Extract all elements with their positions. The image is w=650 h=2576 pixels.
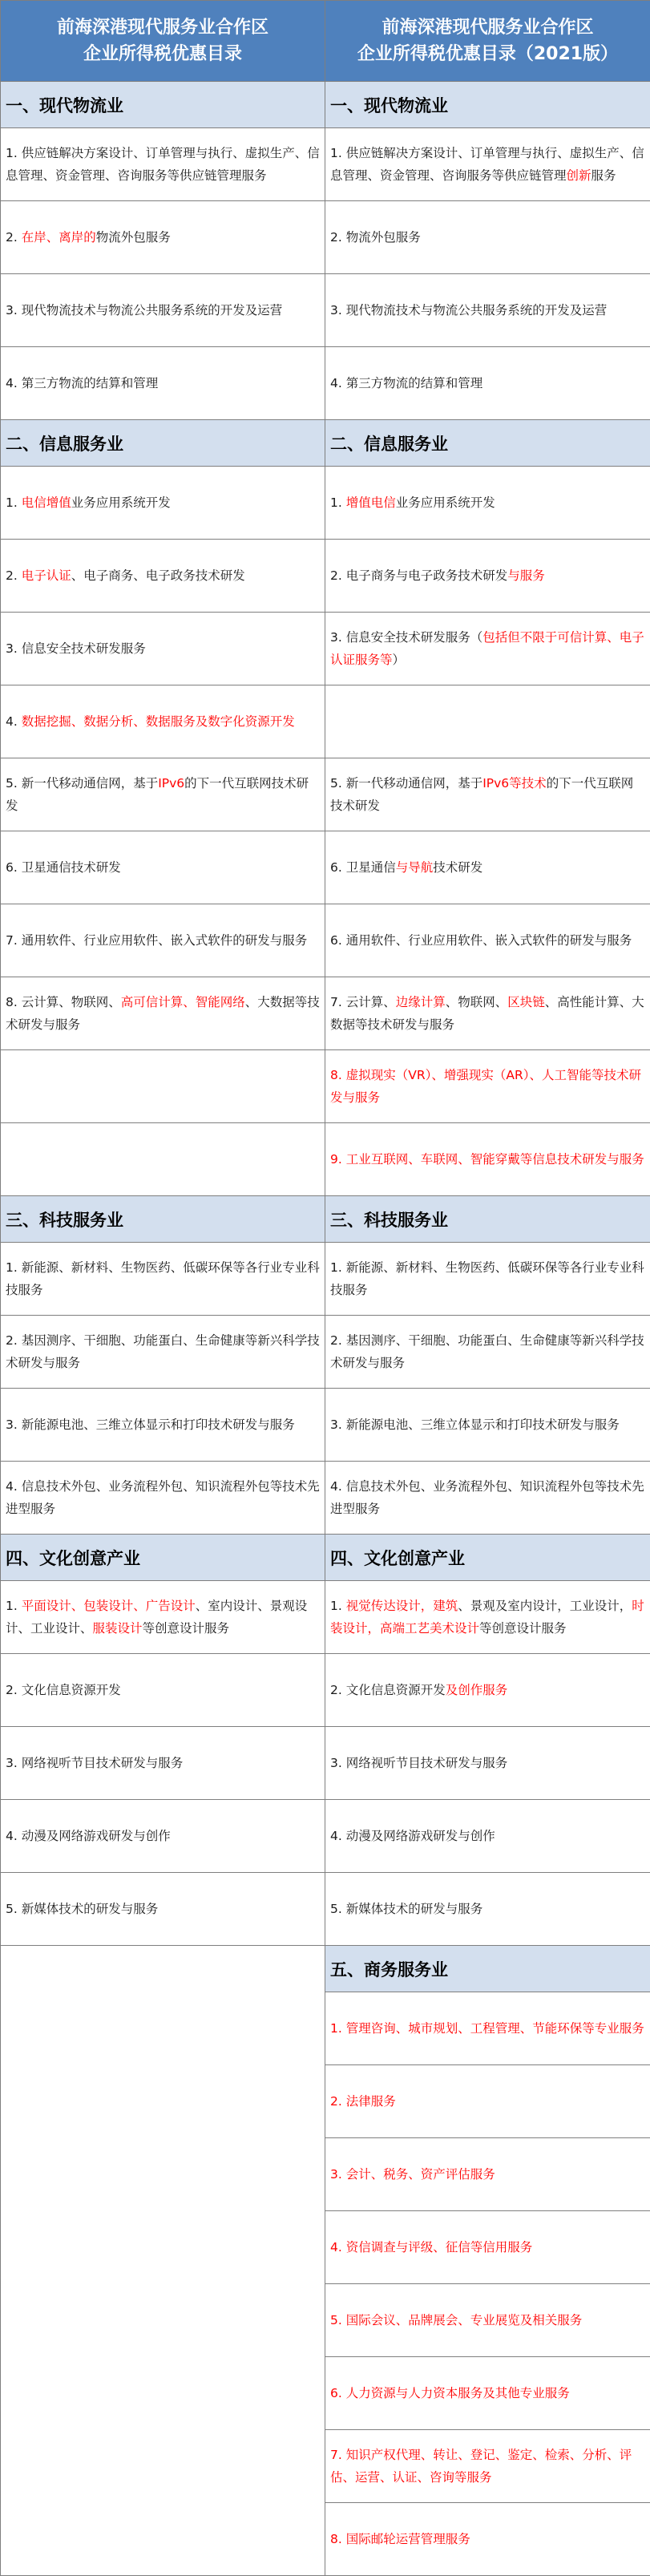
- item-text-changed: 等技术: [509, 776, 547, 791]
- header-left: [1, 1, 325, 82]
- old-item: [1, 347, 325, 420]
- item-text: 的下一代互联网技术研发: [6, 776, 309, 813]
- new-item: [325, 1050, 650, 1123]
- new-item: [325, 2430, 650, 2503]
- old-section-empty: [1, 1946, 325, 2576]
- old-item: [1, 1316, 325, 1389]
- old-item: [1, 685, 325, 758]
- table-row: [1, 1462, 650, 1535]
- item-text: 4. 信息技术外包、业务流程外包、知识流程外包等技术先进型服务: [330, 1479, 644, 1516]
- item-text: 4. 动漫及网络游戏研发与创作: [6, 1829, 171, 1843]
- section-title-right: 二、信息服务业: [325, 420, 650, 467]
- old-item: [1, 1581, 325, 1654]
- section-row: [1, 1535, 650, 1581]
- item-text: 4. 第三方物流的结算和管理: [330, 376, 482, 390]
- item-text: 7. 云计算、: [330, 995, 396, 1009]
- new-item: [325, 128, 650, 201]
- item-text: 3. 现代物流技术与物流公共服务系统的开发及运营: [330, 303, 607, 317]
- item-text-changed: 及创作服务: [446, 1683, 508, 1697]
- section-row: [1, 1946, 650, 1992]
- item-text: 2. 文化信息资源开发: [6, 1683, 121, 1697]
- item-text-changed: IPv6: [158, 776, 184, 791]
- section-title-right: 五、商务服务业: [325, 1946, 650, 1992]
- item-text: 5. 新媒体技术的研发与服务: [6, 1902, 158, 1916]
- section-title-right: 四、文化创意产业: [325, 1535, 650, 1581]
- table-row: [1, 1654, 650, 1727]
- item-text: 5. 新一代移动通信网，基于: [330, 776, 482, 791]
- table-row: [1, 1243, 650, 1316]
- table-row: [1, 758, 650, 831]
- item-text: 、电子商务、电子政务技术研发: [71, 568, 245, 583]
- item-text: 、景观及室内设计，工业设计，: [458, 1599, 632, 1613]
- item-text: 、大数据等技术研发与服务: [6, 995, 320, 1032]
- old-item: [1, 467, 325, 540]
- table-row: [1, 201, 650, 274]
- old-item: [1, 1727, 325, 1800]
- section-title-left: 一、现代物流业: [1, 82, 325, 128]
- item-text: 6. 通用软件、行业应用软件、嵌入式软件的研发与服务: [330, 933, 632, 948]
- new-item: [325, 613, 650, 685]
- old-item-empty: [1, 1050, 325, 1123]
- item-text-changed: 平面设计、包装设计、广告设计: [22, 1599, 196, 1613]
- item-text: 技术研发: [433, 860, 482, 875]
- table-row: [1, 1727, 650, 1800]
- item-text: 2.: [6, 230, 22, 245]
- new-item: [325, 2211, 650, 2284]
- item-text: 1. 供应链解决方案设计、订单管理与执行、虚拟生产、信息管理、资金管理、咨询服务等供应链管理服务: [6, 146, 320, 183]
- item-text-changed: 8. 虚拟现实（VR）、增强现实（AR）、人工智能等技术研发与服务: [330, 1068, 641, 1105]
- item-text-changed: 1. 管理咨询、城市规划、工程管理、节能环保等专业服务: [330, 2021, 644, 2036]
- item-text-changed: 4. 资信调查与评级、征信等信用服务: [330, 2240, 532, 2255]
- old-item: [1, 977, 325, 1050]
- table-row: [1, 467, 650, 540]
- item-text: 物流外包服务: [96, 230, 171, 245]
- item-text-changed: 电信增值: [22, 495, 71, 510]
- old-item: [1, 1389, 325, 1462]
- table-row: [1, 685, 650, 758]
- item-text-changed: 电子认证: [22, 568, 71, 583]
- old-item: [1, 274, 325, 347]
- item-text: 2. 物流外包服务: [330, 230, 421, 245]
- item-text: 4. 信息技术外包、业务流程外包、知识流程外包等技术先进型服务: [6, 1479, 320, 1516]
- header-right-line1: 前海深港现代服务业合作区: [325, 14, 650, 41]
- item-text-changed: 9. 工业互联网、车联网、智能穿戴等信息技术研发与服务: [330, 1152, 644, 1167]
- item-text: 1.: [6, 495, 22, 510]
- new-item: [325, 1727, 650, 1800]
- item-text: 1.: [330, 495, 346, 510]
- section-row: [1, 420, 650, 467]
- item-text: 、物联网、: [446, 995, 508, 1009]
- item-text: 1.: [6, 1599, 22, 1613]
- table-row: [1, 1316, 650, 1389]
- old-item: [1, 540, 325, 613]
- new-item: [325, 831, 650, 904]
- table-row: [1, 1873, 650, 1946]
- old-item: [1, 758, 325, 831]
- old-item: [1, 1800, 325, 1873]
- old-item: [1, 1243, 325, 1316]
- item-text-changed: 与服务: [507, 568, 545, 583]
- item-text: 2. 电子商务与电子政务技术研发: [330, 568, 507, 583]
- item-text-changed: IPv6: [482, 776, 509, 791]
- table-row: [1, 1050, 650, 1123]
- item-text: 3. 信息安全技术研发服务（: [330, 630, 482, 645]
- new-item: [325, 274, 650, 347]
- item-text: 业务应用系统开发: [396, 495, 495, 510]
- new-item: [325, 1800, 650, 1873]
- item-text-changed: 与导航: [396, 860, 434, 875]
- item-text: 1. 新能源、新材料、生物医药、低碳环保等各行业专业科技服务: [330, 1260, 644, 1297]
- item-text: 1. 供应链解决方案设计、订单管理与执行、虚拟生产、信息管理、资金管理、咨询服务等供应链管理: [330, 146, 644, 183]
- header-left-line1: 前海深港现代服务业合作区: [1, 14, 325, 41]
- item-text-changed: 区块链: [507, 995, 545, 1009]
- item-text: 3. 网络视听节目技术研发与服务: [6, 1756, 183, 1770]
- section-row: [1, 1196, 650, 1243]
- table-row: [1, 274, 650, 347]
- header-right: [325, 1, 650, 82]
- new-item: [325, 1462, 650, 1535]
- section-title-right: 一、现代物流业: [325, 82, 650, 128]
- item-text: 2.: [6, 568, 22, 583]
- new-item: [325, 1243, 650, 1316]
- new-item: [325, 1123, 650, 1196]
- item-text-changed: 在岸、离岸的: [22, 230, 96, 245]
- item-text-changed: 包括但不限于可信计算、电子认证服务等: [330, 630, 644, 667]
- table-row: [1, 128, 650, 201]
- section-title-left: 四、文化创意产业: [1, 1535, 325, 1581]
- new-item: [325, 347, 650, 420]
- old-item: [1, 904, 325, 977]
- header-row: [1, 1, 650, 82]
- old-item: [1, 1462, 325, 1535]
- item-text-changed: 8. 国际邮轮运营管理服务: [330, 2532, 470, 2546]
- new-item: [325, 540, 650, 613]
- item-text: 、室内设计、景观设计、工业设计、: [6, 1599, 307, 1636]
- new-item: [325, 904, 650, 977]
- new-item: [325, 1316, 650, 1389]
- new-item: [325, 2357, 650, 2430]
- new-item: [325, 2284, 650, 2357]
- old-item: [1, 1654, 325, 1727]
- item-text: 服务: [591, 168, 616, 183]
- item-text: 6. 卫星通信技术研发: [6, 860, 121, 875]
- item-text: 、高性能计算、大数据等技术研发与服务: [330, 995, 644, 1032]
- table-row: [1, 1389, 650, 1462]
- new-item: [325, 977, 650, 1050]
- item-text: 业务应用系统开发: [71, 495, 171, 510]
- table-row: [1, 904, 650, 977]
- section-row: [1, 82, 650, 128]
- old-item: [1, 201, 325, 274]
- new-item: [325, 2138, 650, 2211]
- item-text-changed: 6. 人力资源与人力资本服务及其他专业服务: [330, 2386, 570, 2400]
- table-row: [1, 347, 650, 420]
- item-text: 1.: [330, 1599, 346, 1613]
- item-text: 4.: [6, 714, 22, 729]
- item-text-changed: 服装设计: [93, 1621, 143, 1636]
- new-item: [325, 1389, 650, 1462]
- old-item: [1, 831, 325, 904]
- new-item: [325, 1654, 650, 1727]
- item-text-changed: 增值电信: [346, 495, 396, 510]
- item-text: ）: [393, 653, 406, 667]
- item-text: 2. 基因测序、干细胞、功能蛋白、生命健康等新兴科学技术研发与服务: [330, 1333, 644, 1370]
- item-text: 2. 文化信息资源开发: [330, 1683, 446, 1697]
- old-item: [1, 128, 325, 201]
- item-text: 3. 网络视听节目技术研发与服务: [330, 1756, 507, 1770]
- old-item-empty: [1, 1123, 325, 1196]
- item-text: 8. 云计算、物联网、: [6, 995, 121, 1009]
- new-item-empty: [325, 685, 650, 758]
- section-title-left: 二、信息服务业: [1, 420, 325, 467]
- item-text: 1. 新能源、新材料、生物医药、低碳环保等各行业专业科技服务: [6, 1260, 320, 1297]
- table-row: [1, 540, 650, 613]
- item-text: 等创意设计服务: [143, 1621, 230, 1636]
- item-text-changed: 2. 法律服务: [330, 2094, 396, 2109]
- section-title-right: 三、科技服务业: [325, 1196, 650, 1243]
- new-item: [325, 758, 650, 831]
- item-text-changed: 高可信计算、智能网络: [121, 995, 245, 1009]
- item-text: 的下一代互联网技术研发: [330, 776, 633, 813]
- item-text: 4. 动漫及网络游戏研发与创作: [330, 1829, 495, 1843]
- item-text: 3. 新能源电池、三维立体显示和打印技术研发与服务: [330, 1417, 620, 1432]
- new-item: [325, 1873, 650, 1946]
- table-row: [1, 1800, 650, 1873]
- item-text: 7. 通用软件、行业应用软件、嵌入式软件的研发与服务: [6, 933, 307, 948]
- table-row: [1, 1123, 650, 1196]
- item-text-changed: 7. 知识产权代理、转让、登记、鉴定、检索、分析、评估、运营、认证、咨询等服务: [330, 2448, 632, 2485]
- section-title-left: 三、科技服务业: [1, 1196, 325, 1243]
- item-text-changed: 视觉传达设计，建筑: [346, 1599, 458, 1613]
- table-row: [1, 1581, 650, 1654]
- item-text-changed: 数据挖掘、数据分析、数据服务及数字化资源开发: [22, 714, 295, 729]
- item-text: 5. 新媒体技术的研发与服务: [330, 1902, 482, 1916]
- new-item: [325, 467, 650, 540]
- item-text-changed: 时装设计，高端工艺美术设计: [330, 1599, 644, 1636]
- item-text: 5. 新一代移动通信网，基于: [6, 776, 158, 791]
- old-item: [1, 1873, 325, 1946]
- table-row: [1, 977, 650, 1050]
- old-item: [1, 613, 325, 685]
- item-text: 6. 卫星通信: [330, 860, 396, 875]
- item-text-changed: 边缘计算: [396, 995, 446, 1009]
- item-text: 3. 新能源电池、三维立体显示和打印技术研发与服务: [6, 1417, 295, 1432]
- table-row: [1, 831, 650, 904]
- item-text-changed: 创新: [567, 168, 591, 183]
- item-text: 等创意设计服务: [479, 1621, 567, 1636]
- item-text: 3. 现代物流技术与物流公共服务系统的开发及运营: [6, 303, 282, 317]
- header-left-line2: 企业所得税优惠目录: [1, 41, 325, 67]
- new-item: [325, 2065, 650, 2138]
- item-text-changed: 3. 会计、税务、资产评估服务: [330, 2167, 495, 2182]
- item-text-changed: 5. 国际会议、品牌展会、专业展览及相关服务: [330, 2313, 582, 2327]
- table-row: [1, 613, 650, 685]
- new-item: [325, 201, 650, 274]
- new-item: [325, 1581, 650, 1654]
- new-item: [325, 2503, 650, 2576]
- item-text: 3. 信息安全技术研发服务: [6, 641, 146, 656]
- new-item: [325, 1992, 650, 2065]
- item-text: 2. 基因测序、干细胞、功能蛋白、生命健康等新兴科学技术研发与服务: [6, 1333, 320, 1370]
- header-right-line2: 企业所得税优惠目录（2021版）: [325, 41, 650, 67]
- item-text: 4. 第三方物流的结算和管理: [6, 376, 158, 390]
